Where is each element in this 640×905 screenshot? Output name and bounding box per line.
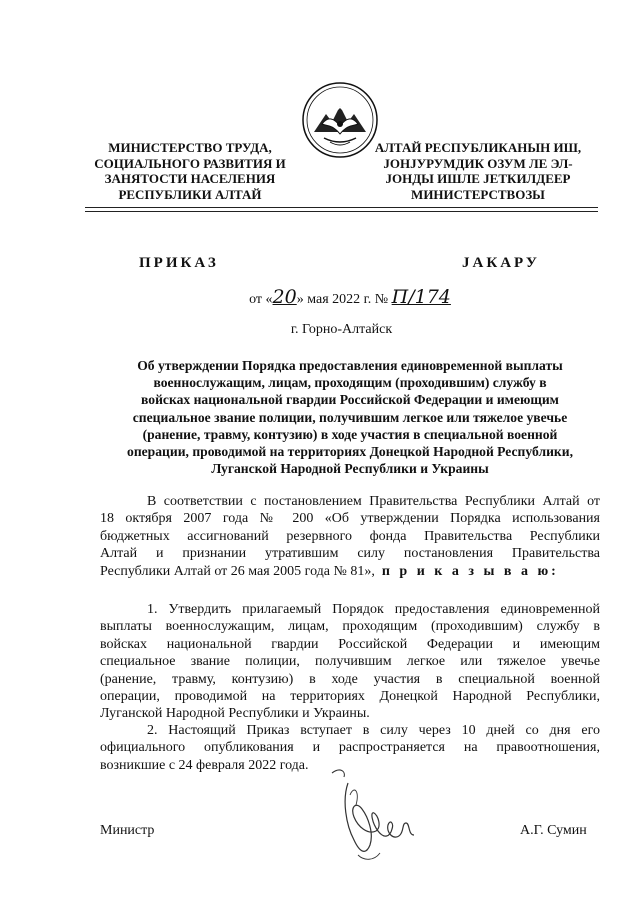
city: г. Горно-Алтайск	[290, 322, 393, 337]
header-right-line: JОНJУРУМДИК ОЗУМ ЛЕ ЭЛ-	[383, 155, 573, 171]
signatory-title: Министр	[100, 823, 155, 838]
paragraph-line: 2. Настоящий Приказ вступает в силу через 10 дней со дня его	[147, 723, 600, 738]
doc-type-russian: ПРИКАЗ	[139, 255, 219, 271]
paragraph-line-last	[100, 563, 600, 580]
paragraph-line: бюджетных ассигнований резервного фонда Правительства Республики	[100, 528, 600, 544]
paragraph-line: возникшие с 24 февраля 2022 года.	[100, 757, 309, 773]
header-right-line: JОНДЫ ИШЛЕ JЕТКИЛДЕЕР	[385, 171, 571, 186]
header-left-line: ЗАНЯТОСТИ НАСЕЛЕНИЯ	[104, 171, 276, 186]
title-line: специальное звание полиции, получившим легкое или тяжелое увечье	[132, 409, 568, 425]
header-right-line: МИНИСТЕРСТВОЗЫ	[411, 186, 545, 202]
header-divider	[85, 207, 598, 208]
order-date-number	[0, 286, 640, 308]
title-line: войсках национальной гвардии Российской Федерации и имеющим	[141, 392, 559, 408]
order-number-handwritten: П/174	[391, 286, 451, 308]
paragraph-line: 18 октября 2007 года № 200 «Об утверждении Порядка использования	[100, 511, 600, 527]
signatory-name: А.Г. Сумин	[520, 823, 587, 838]
date-middle: » мая 2022 г. №	[296, 292, 389, 307]
document-title	[100, 357, 600, 477]
handwritten-signature	[320, 765, 430, 865]
doc-type-altai: JАКАРУ	[462, 255, 540, 271]
paragraph-line: Луганской Народной Республики и Украины.	[100, 706, 370, 722]
title-line: операции, проводимой на территориях Донецкой Народной Республики,	[127, 444, 573, 460]
title-line: Луганской Народной Республики и Украины	[211, 461, 489, 477]
date-prefix: от «	[249, 292, 273, 307]
paragraph-line: операции, проводимой на территориях Донецкой Народной Республики,	[100, 689, 600, 705]
header-left-line: РЕСПУБЛИКИ АЛТАЙ	[118, 186, 262, 202]
paragraph-line: 1. Утвердить прилагаемый Порядок предоставления единовременной	[147, 602, 600, 617]
ministry-name-altai	[368, 140, 588, 202]
clause-1-paragraph	[100, 601, 600, 723]
header-left-line: СОЦИАЛЬНОГО РАЗВИТИЯ И	[94, 155, 286, 171]
paragraph-line: войсках национальной гвардии Российской Федерации и имеющим	[100, 636, 600, 652]
paragraph-line: (ранение, травму, контузию) в ходе участия в специальной военной	[100, 671, 600, 687]
header-right-line: АЛТАЙ РЕСПУБЛИКАНЫН ИШ,	[374, 140, 582, 155]
title-line: Об утверждении Порядка предоставления единовременной выплаты	[137, 358, 563, 373]
header-left-line: МИНИСТЕРСТВО ТРУДА,	[108, 140, 272, 155]
date-day-handwritten: 20	[272, 286, 297, 308]
ministry-name-russian	[70, 140, 310, 202]
title-line: (ранение, травму, контузию) в ходе участия в специальной военной	[142, 426, 558, 442]
paragraph-line: Алтай и признании утратившим силу постановления Правительства	[100, 546, 600, 562]
title-line: военнослужащим, лицам, проходящим (проходившим) службу в	[153, 375, 547, 391]
preamble-paragraph	[100, 493, 600, 580]
header-divider-thin	[85, 211, 598, 212]
paragraph-line-text: Республики Алтай от 26 мая 2005 года № 81»,	[100, 563, 375, 579]
paragraph-line: выплаты военнослужащим, лицам, проходящим (проходившим) службу в	[100, 619, 600, 635]
paragraph-line: официального опубликования и распространяется на правоотношения,	[100, 740, 600, 756]
paragraph-line: В соответствии с постановлением Правительства Республики Алтай от	[147, 494, 600, 509]
order-word: п р и к а з ы в а ю:	[381, 563, 559, 579]
paragraph-line: специальное звание полиции, получившим легкое или тяжелое увечье	[100, 654, 600, 670]
